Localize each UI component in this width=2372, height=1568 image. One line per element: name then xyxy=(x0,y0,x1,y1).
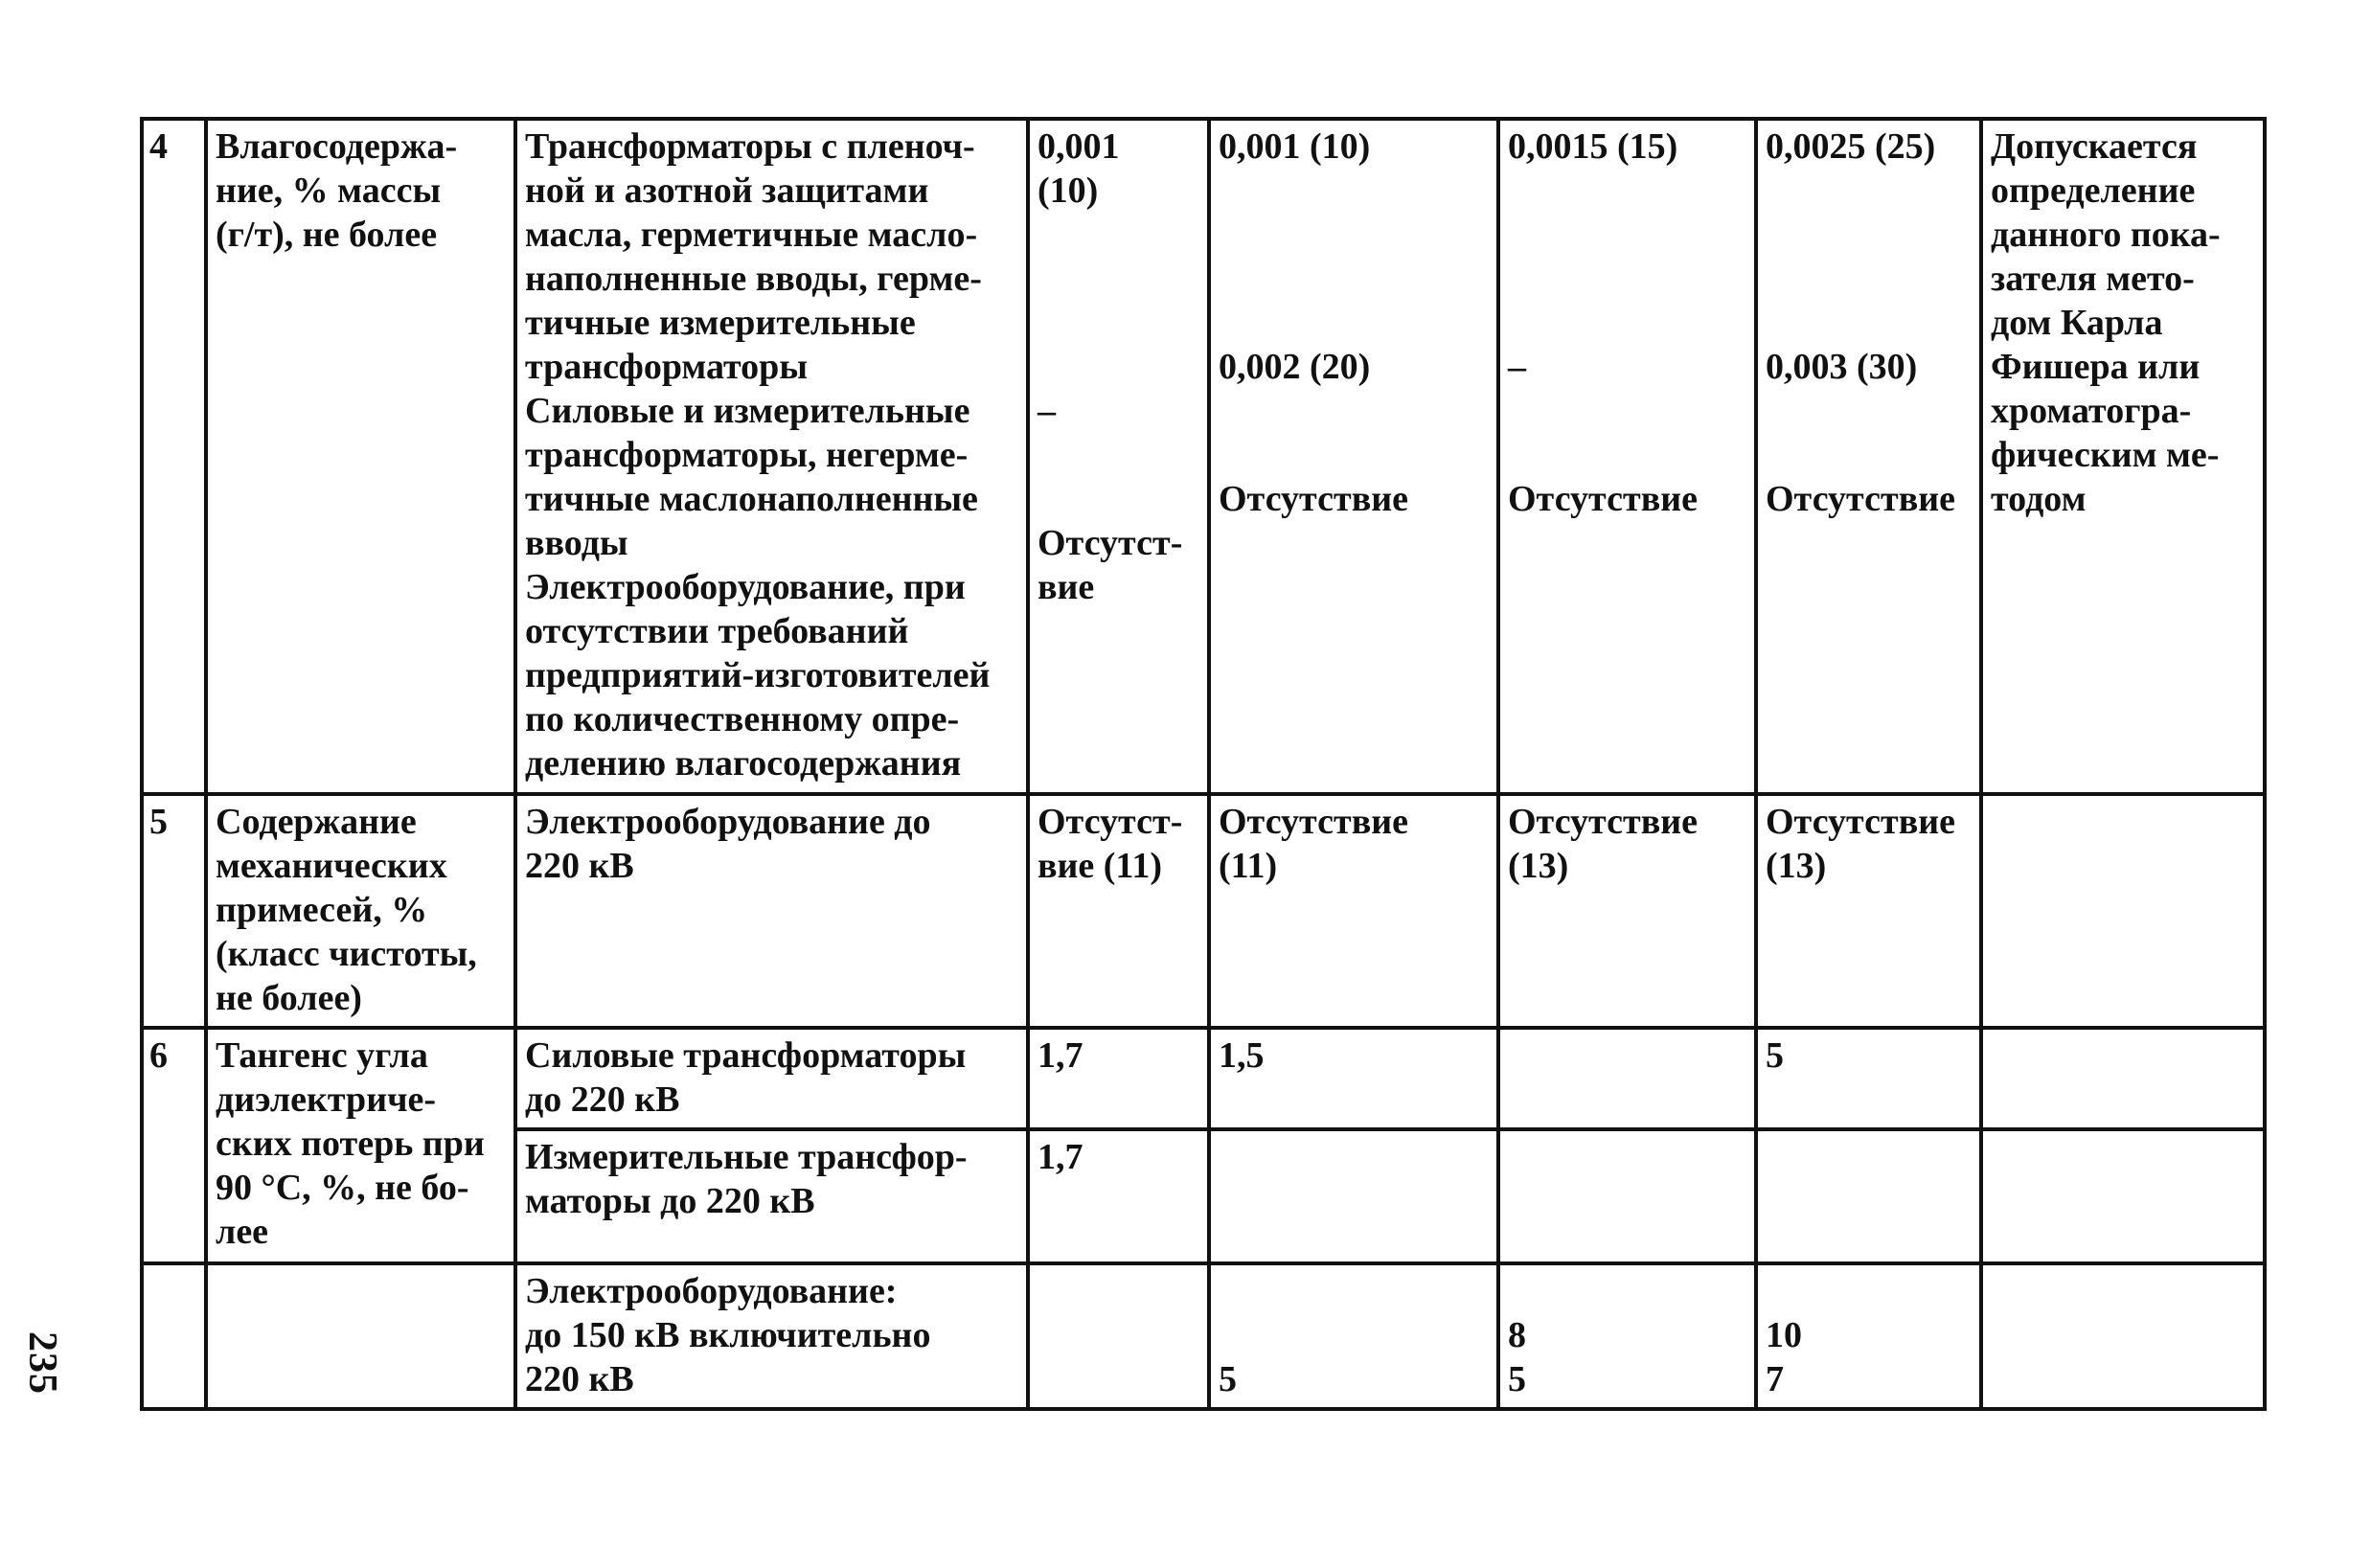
equipment-description: Электрооборудование: до 150 кВ включительно 220 кВ xyxy=(515,1263,1028,1409)
value-column-3: 8 5 xyxy=(1498,1263,1756,1409)
parameter-name: Влагосодержа- ние, % массы (г/т), не более xyxy=(206,119,515,794)
value-column-4: 5 xyxy=(1756,1028,1981,1129)
value-column-2: 1,5 xyxy=(1209,1028,1498,1129)
value-column-1: 1,7 xyxy=(1028,1129,1209,1263)
parameter-name xyxy=(206,1263,515,1409)
note-cell xyxy=(1981,1129,2265,1263)
value-column-1: 0,001 (10) – Отсутст- вие xyxy=(1028,119,1209,794)
value-column-2: 5 xyxy=(1209,1263,1498,1409)
value-column-1: Отсутст- вие (11) xyxy=(1028,794,1209,1028)
value-column-2: Отсутствие (11) xyxy=(1209,794,1498,1028)
value-column-3: 0,0015 (15) – Отсутствие xyxy=(1498,119,1756,794)
row-number: 4 xyxy=(142,119,206,794)
value-column-2: 0,001 (10) 0,002 (20) Отсутствие xyxy=(1209,119,1498,794)
table-row xyxy=(142,1028,2265,1129)
equipment-description: Трансформаторы с пленоч- ной и азотной защитами масла, герметичные масло- наполненные вводы, герме- тичные измерительные трансформаторы Силовые и измерительные трансформаторы, негерме- тичные маслонаполненные вводы Электрооборудование, при отсутствии требований предприятий-изготовителей по количественному опре- делению влагосодержания xyxy=(515,119,1028,794)
note-cell xyxy=(1981,794,2265,1028)
value-column-3 xyxy=(1498,1129,1756,1263)
value-column-2 xyxy=(1209,1129,1498,1263)
equipment-description: Электрооборудование до 220 кВ xyxy=(515,794,1028,1028)
equipment-description: Измерительные трансфор- маторы до 220 кВ xyxy=(515,1129,1028,1263)
table-row xyxy=(142,119,2265,794)
value-column-4: 0,0025 (25) 0,003 (30) Отсутствие xyxy=(1756,119,1981,794)
note-cell xyxy=(1981,1263,2265,1409)
value-column-3 xyxy=(1498,1028,1756,1129)
parameter-name: Тангенс угла диэлектриче- ских потерь при 90 °С, %, не бо- лее xyxy=(206,1028,515,1263)
oil-quality-table xyxy=(140,117,2267,1411)
parameter-name: Содержание механических примесей, % (класс чистоты, не более) xyxy=(206,794,515,1028)
table-row xyxy=(142,1263,2265,1409)
value-column-4: 10 7 xyxy=(1756,1263,1981,1409)
row-number: 5 xyxy=(142,794,206,1028)
table-row xyxy=(142,794,2265,1028)
note-cell xyxy=(1981,1028,2265,1129)
equipment-description: Силовые трансформаторы до 220 кВ xyxy=(515,1028,1028,1129)
value-column-1: 1,7 xyxy=(1028,1028,1209,1129)
value-column-3: Отсутствие (13) xyxy=(1498,794,1756,1028)
value-column-1 xyxy=(1028,1263,1209,1409)
row-number: 6 xyxy=(142,1028,206,1263)
note-cell: Допускается определение данного пока- зателя мето- дом Карла Фишера или хроматогра- фическим ме- тодом xyxy=(1981,119,2265,794)
page-number: 235 xyxy=(20,1331,64,1395)
value-column-4 xyxy=(1756,1129,1981,1263)
value-column-4: Отсутствие (13) xyxy=(1756,794,1981,1028)
row-number xyxy=(142,1263,206,1409)
